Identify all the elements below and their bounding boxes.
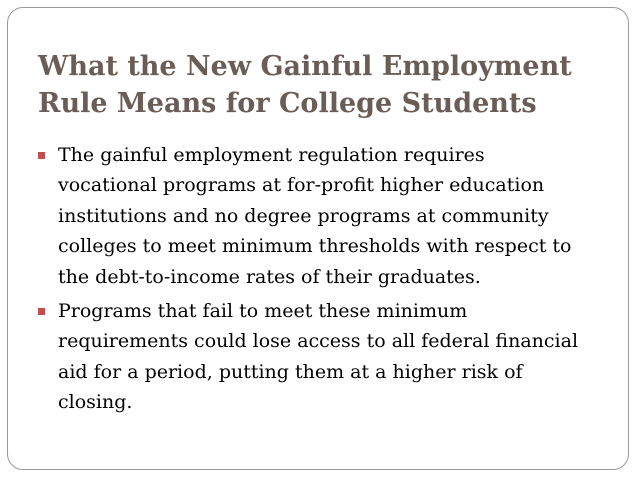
bullet-1-line-5: the debt-to-income rates of their graduates. xyxy=(58,265,481,288)
bullet-1-line-2: vocational programs at for-profit higher education xyxy=(58,174,545,197)
bullet-1-line-4: colleges to meet minimum thresholds with respect to xyxy=(58,235,572,258)
bullet-list xyxy=(38,140,618,422)
bullet-1-line-1: The gainful employment regulation requires xyxy=(58,144,485,166)
bullet-2-line-3: aid for a period, putting them at a higher risk of xyxy=(58,360,523,383)
bullet-2-line-4: closing. xyxy=(58,391,133,414)
bullet-2-line-1: Programs that fail to meet these minimum xyxy=(58,300,468,323)
bullet-1-line-3: institutions and no degree programs at community xyxy=(58,204,549,227)
square-bullet-icon xyxy=(38,308,45,315)
bullet-text-1 xyxy=(58,140,618,292)
slide-title-line-2: Rule Means for College Students xyxy=(38,88,537,119)
square-bullet-icon xyxy=(38,152,45,159)
bullet-item-1 xyxy=(38,140,618,292)
slide-title xyxy=(38,48,598,122)
bullet-text-2 xyxy=(58,296,618,418)
slide-title-line-1: What the New Gainful Employment xyxy=(38,51,572,82)
bullet-2-line-2: requirements could lose access to all federal financial xyxy=(58,330,579,353)
bullet-item-2 xyxy=(38,296,618,418)
